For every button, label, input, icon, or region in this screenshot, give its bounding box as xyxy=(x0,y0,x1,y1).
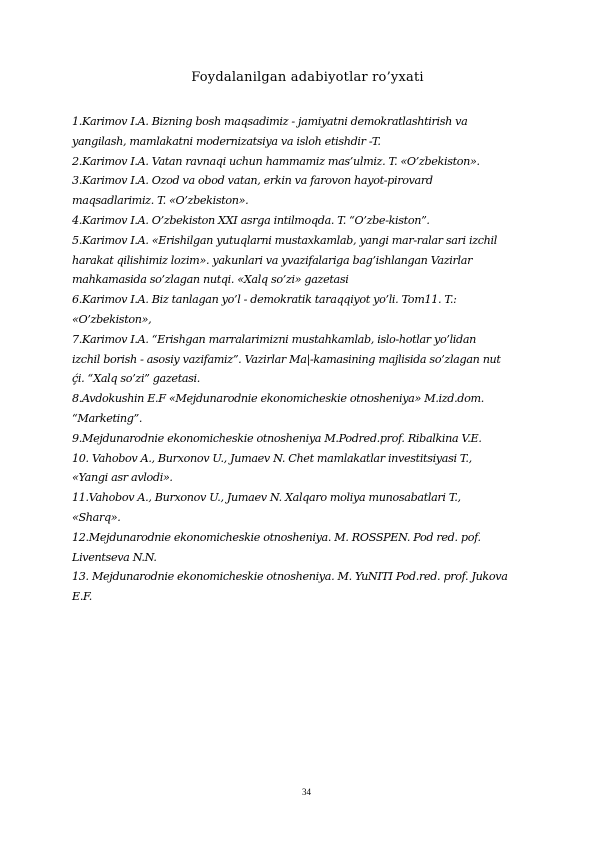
reference-line: 12.Mejdunarodnie ekonomicheskie otnosheniya. M. ROSSPEN. Pod red. pof. xyxy=(72,530,481,544)
reference-line: Liventseva N.N. xyxy=(72,550,157,564)
reference-line: “Marketing”. xyxy=(72,411,143,425)
reference-line: 9.Mejdunarodnie ekonomicheskie otnosheniya M.Podred.prof. Ribalkina V.E. xyxy=(72,431,482,445)
reference-line: 4.Karimov I.A. O’zbekiston XXI asrga intilmoqda. T. “O’zbe-kiston”. xyxy=(72,213,430,227)
reference-line: 8.Avdokushin E.F «Mejdunarodnie ekonomicheskie otnosheniya» M.izd.dom. xyxy=(72,392,484,406)
reference-line: ḉi. “Xalq so’zi” gazetasi. xyxy=(72,372,200,386)
reference-line: «O’zbekiston», xyxy=(72,312,152,326)
reference-line: yangilash, mamlakatni modernizatsiya va isloh etishdir -T. xyxy=(72,134,381,148)
reference-line: «Sharq». xyxy=(72,510,121,524)
reference-line: 13. Mejdunarodnie ekonomicheskie otnosheniya. M. YuNITI Pod.red. prof. Jukova xyxy=(72,570,508,584)
reference-line: izchil borish - asosiy vazifamiz”. Vazirlar Ma|-kamasining majlisida so’zlagan nut xyxy=(72,352,501,366)
reference-line: 11.Vahobov A., Burxonov U., Jumaev N. Xalqaro moliya munosabatlari T., xyxy=(72,491,461,505)
reference-line: 1.Karimov I.A. Bizning bosh maqsadimiz - jamiyatni demokratlashtirish va xyxy=(72,115,468,128)
reference-line: 10. Vahobov A., Burxonov U., Jumaev N. Chet mamlakatlar investitsiyasi T., xyxy=(72,451,472,465)
reference-line: 5.Karimov I.A. «Erishilgan yutuqlarni mustaxkamlab, yangi mar-ralar sari izchil xyxy=(72,233,497,247)
page-number: 34 xyxy=(302,787,311,797)
reference-line: harakat qilishimiz lozim». yakunlari va yvazifalariga bag’ishlangan Vazirlar xyxy=(72,253,473,267)
reference-line: mahkamasida so’zlagan nutqi. «Xalq so’zi» gazetasi xyxy=(72,273,349,287)
reference-line: 3.Karimov I.A. Ozod va obod vatan, erkin va farovon hayot-pirovard xyxy=(72,174,433,188)
reference-line: 6.Karimov I.A. Biz tanlagan yo’l - demokratik taraqqiyot yo’li. Tom11. T.: xyxy=(72,293,457,307)
reference-line: 2.Karimov I.A. Vatan ravnaqi uchun hammamiz mas’ulmiz. T. «O’zbekiston». xyxy=(72,154,480,168)
reference-line: «Yangi asr avlodi». xyxy=(72,471,173,485)
reference-line: E.F. xyxy=(72,590,92,604)
page-title: Foydalanilgan adabiyotlar ro’yxati xyxy=(191,70,424,85)
reference-line: maqsadlarimiz. T. «O’zbekiston». xyxy=(72,194,249,208)
reference-list xyxy=(72,112,542,607)
reference-line: 7.Karimov I.A. “Erishgan marralarimizni mustahkamlab, islo-hotlar yo’lidan xyxy=(72,332,477,346)
